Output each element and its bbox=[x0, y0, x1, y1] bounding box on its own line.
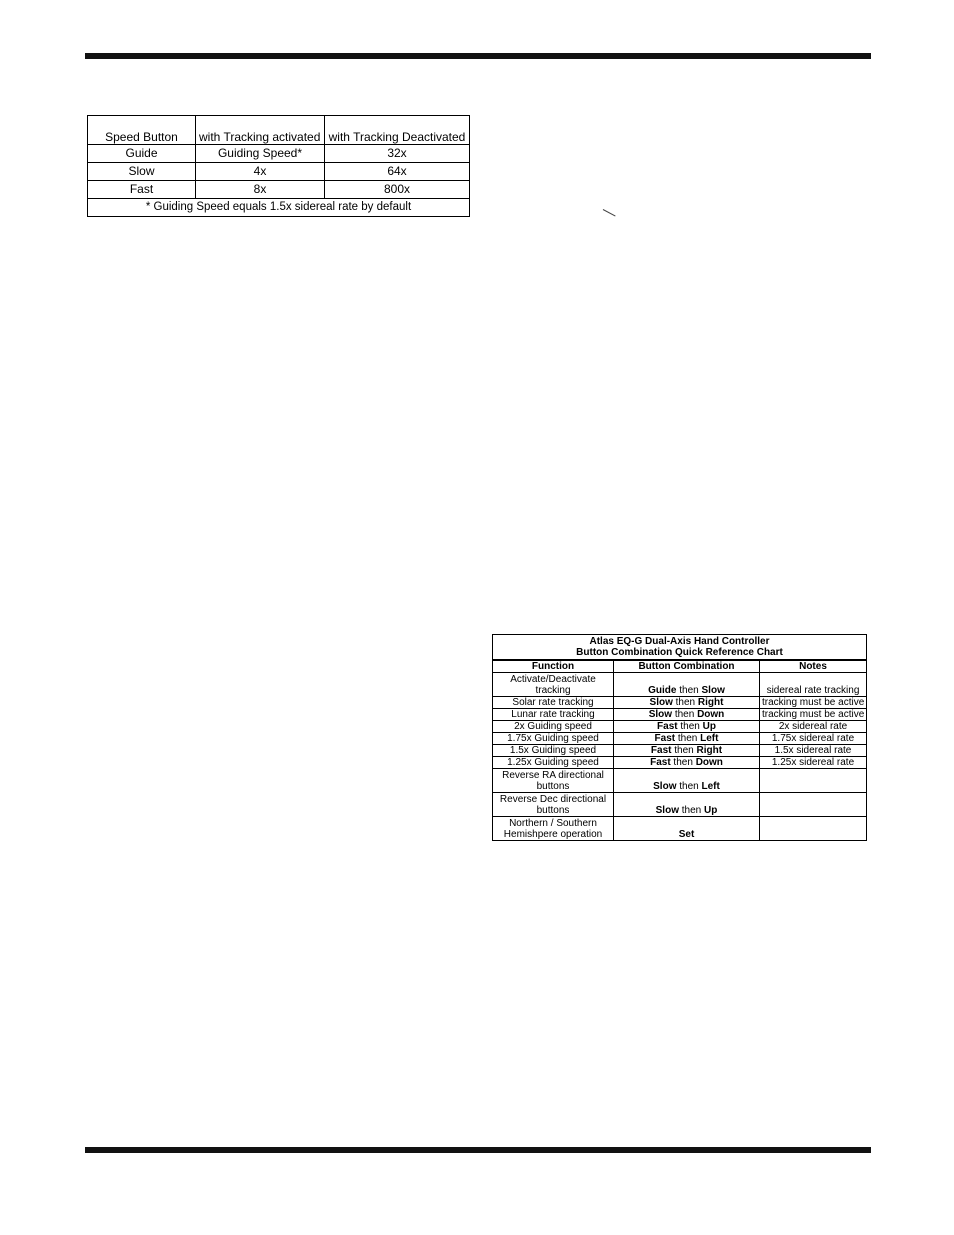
then-connector: then bbox=[672, 709, 698, 720]
cell-function: Lunar rate tracking bbox=[493, 709, 614, 721]
speed-table-header bbox=[88, 116, 470, 145]
then-connector: then bbox=[670, 757, 696, 768]
cell-notes: 2x sidereal rate bbox=[760, 721, 867, 733]
cell-notes: 1.5x sidereal rate bbox=[760, 745, 867, 757]
cell-button-combination bbox=[614, 733, 760, 745]
second-button: Left bbox=[701, 781, 720, 792]
cell-notes bbox=[760, 817, 867, 841]
cell-button-combination bbox=[614, 697, 760, 709]
cell-deactivated: 800x bbox=[325, 181, 470, 199]
second-button: Right bbox=[696, 745, 723, 756]
table-row bbox=[493, 733, 867, 745]
table-row bbox=[493, 697, 867, 709]
cell-notes: 1.25x sidereal rate bbox=[760, 757, 867, 769]
cell-activated: 8x bbox=[196, 181, 325, 199]
stray-mark bbox=[603, 209, 616, 216]
cell-function: 1.25x Guiding speed bbox=[493, 757, 614, 769]
header-notes: Notes bbox=[760, 660, 867, 673]
cell-notes bbox=[760, 769, 867, 793]
table-row bbox=[493, 793, 867, 817]
then-connector: then bbox=[676, 781, 702, 792]
first-button: Slow bbox=[649, 697, 673, 708]
header-speed-button: Speed Button bbox=[88, 116, 196, 145]
table-row bbox=[493, 721, 867, 733]
chart-title-row bbox=[493, 635, 867, 661]
header-function: Function bbox=[493, 660, 614, 673]
table-row bbox=[493, 757, 867, 769]
then-connector: then bbox=[671, 745, 697, 756]
chart-title-line2: Button Combination Quick Reference Chart bbox=[576, 647, 783, 658]
cell-button-combination bbox=[614, 745, 760, 757]
cell-function: Reverse Dec directional buttons bbox=[493, 793, 614, 817]
table-row bbox=[493, 817, 867, 841]
cell-notes: tracking must be active bbox=[760, 709, 867, 721]
second-button: Up bbox=[702, 721, 716, 732]
table-row bbox=[493, 769, 867, 793]
cell-function: 2x Guiding speed bbox=[493, 721, 614, 733]
speed-button-table bbox=[87, 115, 470, 217]
chart-header-row bbox=[493, 660, 867, 673]
cell-activated: Guiding Speed* bbox=[196, 145, 325, 163]
table-row bbox=[88, 145, 470, 163]
first-button: Fast bbox=[654, 733, 676, 744]
cell-notes bbox=[760, 793, 867, 817]
top-rule bbox=[85, 53, 871, 59]
cell-function: 1.5x Guiding speed bbox=[493, 745, 614, 757]
then-connector: then bbox=[677, 721, 703, 732]
cell-button: Slow bbox=[88, 163, 196, 181]
cell-deactivated: 32x bbox=[325, 145, 470, 163]
speed-table-footnote-row bbox=[88, 199, 470, 217]
cell-button-combination bbox=[614, 721, 760, 733]
second-button: Up bbox=[704, 805, 718, 816]
first-button: Set bbox=[678, 829, 695, 840]
first-button: Slow bbox=[648, 709, 673, 720]
first-button: Guide bbox=[648, 685, 677, 696]
first-button: Fast bbox=[657, 721, 678, 732]
chart-title-line1: Atlas EQ-G Dual-Axis Hand Controller bbox=[589, 636, 770, 647]
table-row bbox=[493, 709, 867, 721]
cell-button-combination bbox=[614, 673, 760, 697]
header-button-combination: Button Combination bbox=[614, 660, 760, 673]
cell-button: Fast bbox=[88, 181, 196, 199]
cell-function: 1.75x Guiding speed bbox=[493, 733, 614, 745]
cell-button-combination bbox=[614, 709, 760, 721]
cell-button-combination bbox=[614, 757, 760, 769]
then-connector: then bbox=[676, 685, 702, 696]
first-button: Slow bbox=[655, 805, 679, 816]
cell-deactivated: 64x bbox=[325, 163, 470, 181]
cell-function: Northern / Southern Hemishpere operation bbox=[493, 817, 614, 841]
second-button: Right bbox=[697, 697, 724, 708]
table-row bbox=[493, 673, 867, 697]
cell-notes: tracking must be active bbox=[760, 697, 867, 709]
second-button: Left bbox=[700, 733, 719, 744]
table-row bbox=[88, 181, 470, 199]
cell-button-combination bbox=[614, 769, 760, 793]
then-connector: then bbox=[678, 805, 705, 816]
cell-function: Activate/Deactivate tracking bbox=[493, 673, 614, 697]
cell-notes: sidereal rate tracking bbox=[760, 673, 867, 697]
then-connector: then bbox=[675, 733, 701, 744]
bottom-rule bbox=[85, 1147, 871, 1153]
table-row bbox=[88, 163, 470, 181]
cell-button-combination bbox=[614, 817, 760, 841]
cell-activated: 4x bbox=[196, 163, 325, 181]
table-row bbox=[493, 745, 867, 757]
second-button: Down bbox=[695, 757, 723, 768]
first-button: Fast bbox=[650, 745, 672, 756]
first-button: Fast bbox=[650, 757, 671, 768]
second-button: Slow bbox=[701, 685, 725, 696]
cell-function: Reverse RA directional buttons bbox=[493, 769, 614, 793]
then-connector: then bbox=[672, 697, 698, 708]
cell-button: Guide bbox=[88, 145, 196, 163]
header-tracking-deactivated: with Tracking Deactivated bbox=[325, 116, 470, 145]
header-tracking-activated: with Tracking activated bbox=[196, 116, 325, 145]
quick-reference-chart bbox=[492, 634, 867, 841]
second-button: Down bbox=[697, 709, 725, 720]
first-button: Slow bbox=[653, 781, 677, 792]
cell-function: Solar rate tracking bbox=[493, 697, 614, 709]
cell-button-combination bbox=[614, 793, 760, 817]
cell-notes: 1.75x sidereal rate bbox=[760, 733, 867, 745]
chart-title bbox=[493, 635, 867, 661]
speed-table-footnote: * Guiding Speed equals 1.5x sidereal rate by default bbox=[88, 199, 470, 217]
chart-body bbox=[493, 673, 867, 841]
